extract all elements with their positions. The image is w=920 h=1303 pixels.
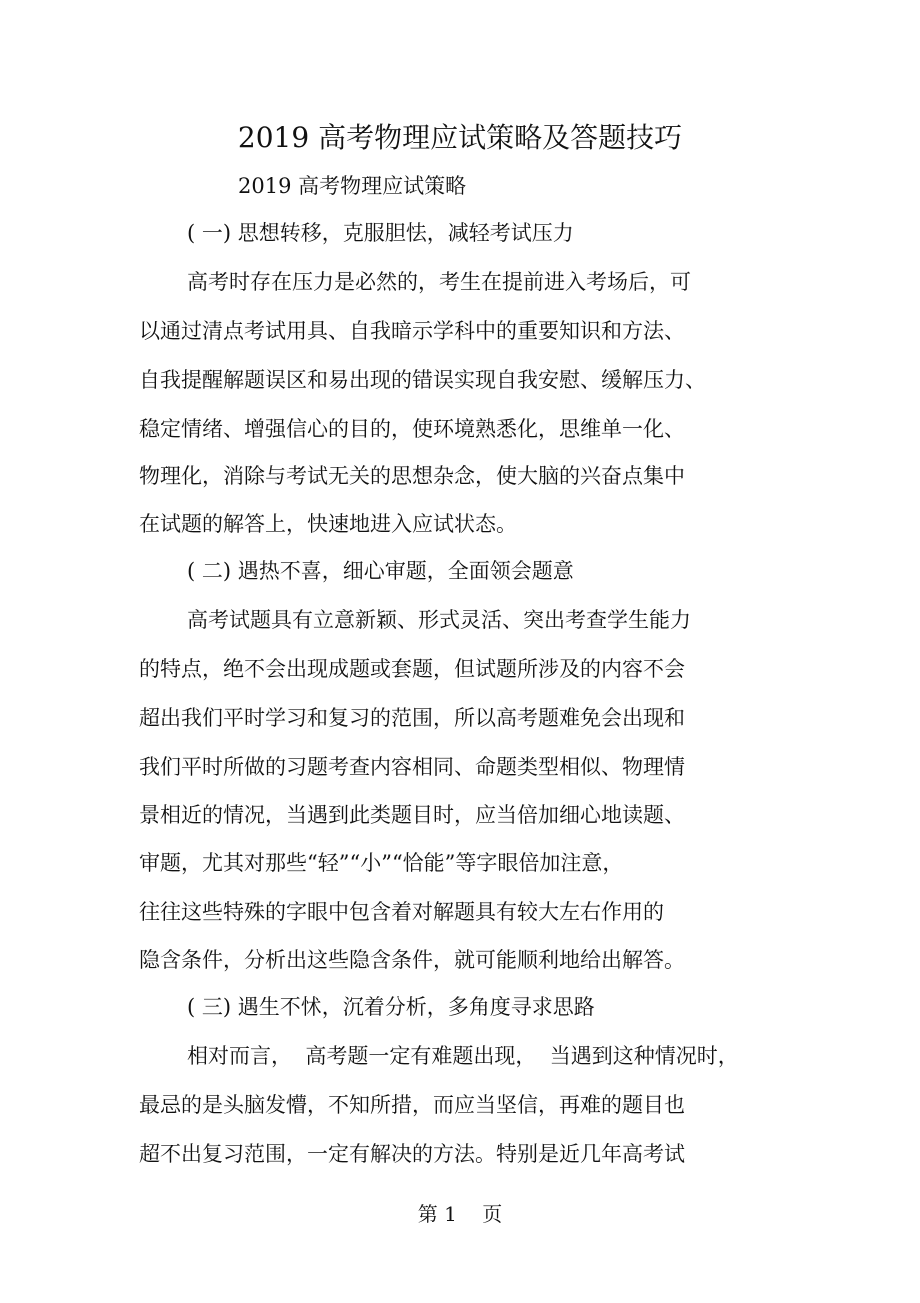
paragraph-line: 在试题的解答上，快速地进入应试状态。 [139,512,517,536]
document-subtitle: 2019 高考物理应试策略 [238,174,467,198]
paragraph-line: 超出我们平时学习和复习的范围，所以高考题难免会出现和 [139,706,685,730]
section-heading-1: ( 一) 思想转移，克服胆怯，减轻考试压力 [187,221,574,245]
paragraph-line: 自我提醒解题误区和易出现的错误实现自我安慰、缓解压力、 [139,368,706,392]
section-heading-3: ( 三) 遇生不怵，沉着分析，多角度寻求思路 [187,995,595,1019]
paragraph-line: 的特点，绝不会出现成题或套题，但试题所涉及的内容不会 [139,657,685,681]
paragraph-line: 以通过清点考试用具、自我暗示学科中的重要知识和方法、 [139,319,685,343]
paragraph-line: 超不出复习范围，一定有解决的方法。特别是近几年高考试 [139,1142,685,1166]
paragraph-line: 稳定情绪、增强信心的目的，使环境熟悉化，思维单一化、 [139,417,685,441]
paragraph-line: 高考时存在压力是必然的，考生在提前进入考场后，可 [187,270,691,294]
paragraph-line: 相对而言， 高考题一定有难题出现， 当遇到这种情况时， [187,1044,739,1068]
paragraph-line: 物理化，消除与考试无关的思想杂念，使大脑的兴奋点集中 [139,464,685,488]
paragraph-line: 高考试题具有立意新颖、形式灵活、突出考查学生能力 [187,608,691,632]
paragraph-line: 我们平时所做的习题考查内容相同、命题类型相似、物理情 [139,755,685,779]
paragraph-line: 隐含条件，分析出这些隐含条件，就可能顺利地给出解答。 [139,948,685,972]
paragraph-line: 审题，尤其对那些“轻”“小”“恰能”等字眼倍加注意， [139,851,624,875]
page-number: 第 1 页 [417,1202,503,1226]
document-title: 2019 高考物理应试策略及答题技巧 [237,121,683,154]
paragraph-line: 景相近的情况，当遇到此类题目时，应当倍加细心地读题、 [139,803,685,827]
paragraph-line: 往往这些特殊的字眼中包含着对解题具有较大左右作用的 [139,900,664,924]
section-heading-2: ( 二) 遇热不喜，细心审题，全面领会题意 [187,559,574,583]
paragraph-line: 最忌的是头脑发懵，不知所措，而应当坚信，再难的题目也 [139,1093,685,1117]
